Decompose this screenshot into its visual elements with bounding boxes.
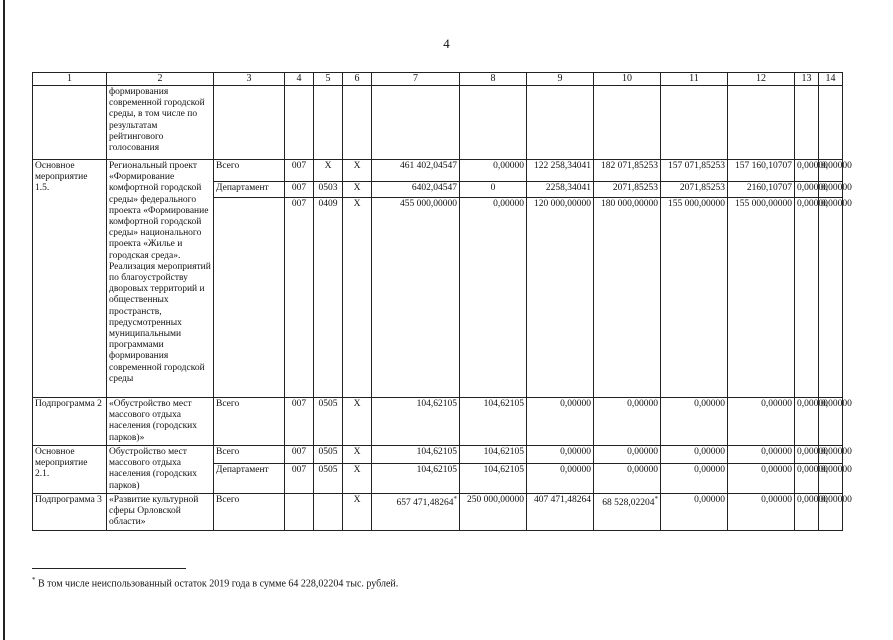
cell-value: 2160,10707 [728,182,795,198]
cell-value: 0,00000 [661,398,728,446]
cell-value: 182 071,85253 [594,160,661,182]
cell-value: 0,00000 [819,446,843,464]
cell-value: 104,62105 [460,398,527,446]
page-number: 4 [443,36,450,51]
footnote-mark: * [654,495,658,503]
cell-grbs: 007 [285,182,314,198]
cell-value: 104,62105 [372,398,460,446]
cell-value [795,86,819,160]
cell-value: 157 071,85253 [661,160,728,182]
cell-value [819,86,843,160]
footnote-text: В том числе неиспользованный остаток 2019 года в сумме 64 228,02204 тыс. рублей. [38,578,399,590]
cell-value: 0,00000 [819,464,843,494]
cell-rzpr [314,494,343,531]
cell-value: 0,00000 [795,182,819,198]
cell-value: 0,00000 [661,446,728,464]
cell-value [372,86,460,160]
cell-value: 122 258,34041 [527,160,594,182]
cell-value: 2071,85253 [594,182,661,198]
cell-value [661,86,728,160]
cell-value: 104,62105 [460,464,527,494]
cell-entity [33,86,107,160]
cell-description: Региональный проект «Формирование комфортной городской среды» федерального проекта «Формирование комфортной городской среды» национального проекта «Жилье и городская среда». Реализация мероприятий по благоустройству дворовых территорий и общественных пространств, предусмотренных муниципальными программами формирования современной городской среды [107,160,214,398]
col-header-1: 1 [33,73,107,86]
cell-executor [214,198,285,398]
cell-value: 0,00000 [795,464,819,494]
cell-executor: Всего [214,160,285,182]
cell-value: 0,00000 [661,494,728,531]
cell-value: 0,00000 [728,398,795,446]
cell-value: 6402,04547 [372,182,460,198]
cell-value: 0,00000 [795,494,819,531]
cell-value: 0,00000 [527,464,594,494]
cell-entity: Подпрограмма 2 [33,398,107,446]
cell-description: формирования современной городской среды, в том числе по результатам рейтингового голосования [107,86,214,160]
footnote-mark: * [453,495,457,503]
cell-value [728,86,795,160]
cell-csr: Х [343,494,372,531]
cell-executor: Всего [214,494,285,531]
cell-description: Обустройство мест массового отдыха населения (городских парков) [107,446,214,494]
cell-value [594,86,661,160]
cell-value: 155 000,00000 [728,198,795,398]
cell-entity: Основное мероприятие 2.1. [33,446,107,494]
col-header-12: 12 [728,73,795,86]
cell-value: 0,00000 [819,198,843,398]
col-header-2: 2 [107,73,214,86]
col-header-6: 6 [343,73,372,86]
cell-value: 0,00000 [594,464,661,494]
cell-value [460,86,527,160]
cell-rzpr: Х [314,160,343,182]
cell-value: 0,00000 [594,446,661,464]
cell-grbs [285,494,314,531]
cell-entity: Подпрограмма 3 [33,494,107,531]
cell-value: 0,00000 [819,160,843,182]
cell-value: 104,62105 [460,446,527,464]
cell-grbs [285,86,314,160]
cell-value: 155 000,00000 [661,198,728,398]
col-header-10: 10 [594,73,661,86]
col-header-13: 13 [795,73,819,86]
cell-grbs: 007 [285,198,314,398]
footnote-mark: * [32,576,36,584]
cell-value: 104,62105 [372,446,460,464]
cell-grbs: 007 [285,398,314,446]
cell-rzpr [314,86,343,160]
cell-value: 0,00000 [728,494,795,531]
cell-value: 0,00000 [661,464,728,494]
cell-value: 0,00000 [460,160,527,182]
cell-value: 2071,85253 [661,182,728,198]
cell-value: 0,00000 [795,398,819,446]
col-header-7: 7 [372,73,460,86]
cell-rzpr: 0505 [314,398,343,446]
table-row [33,446,843,464]
col-header-14: 14 [819,73,843,86]
cell-value: 0,00000 [795,198,819,398]
cell-value: 120 000,00000 [527,198,594,398]
cell-executor: Всего [214,446,285,464]
cell-value: 0,00000 [819,398,843,446]
cell-value: 180 000,00000 [594,198,661,398]
footnote-separator [32,568,186,569]
cell-csr: Х [343,464,372,494]
cell-executor: Департамент [214,464,285,494]
cell-value: 0,00000 [819,494,843,531]
cell-grbs: 007 [285,160,314,182]
cell-grbs: 007 [285,464,314,494]
cell-value: 0,00000 [527,446,594,464]
cell-csr [343,86,372,160]
cell-value: 0,00000 [527,398,594,446]
table-row [33,494,843,531]
cell-rzpr: 0503 [314,182,343,198]
binding-edge-line [3,0,5,640]
cell-value: 0 [460,182,527,198]
cell-value: 0,00000 [460,198,527,398]
footnote [32,576,398,589]
cell-description: «Развитие культурной сферы Орловской области» [107,494,214,531]
cell-value: 250 000,00000 [460,494,527,531]
cell-value: 104,62105 [372,464,460,494]
col-header-5: 5 [314,73,343,86]
cell-value [527,86,594,160]
cell-value-text: 68 528,02204 [602,498,655,509]
cell-value: 407 471,48264 [527,494,594,531]
budget-table [32,72,852,531]
cell-value: 0,00000 [795,446,819,464]
cell-entity: Основное мероприятие 1.5. [33,160,107,398]
cell-value: 461 402,04547 [372,160,460,182]
cell-csr: Х [343,182,372,198]
cell-value: 157 160,10707 [728,160,795,182]
cell-description: «Обустройство мест массового отдыха населения (городских парков)» [107,398,214,446]
col-header-4: 4 [285,73,314,86]
cell-rzpr: 0505 [314,446,343,464]
cell-csr: Х [343,446,372,464]
cell-value: 455 000,00000 [372,198,460,398]
cell-executor: Всего [214,398,285,446]
cell-csr: Х [343,160,372,182]
cell-value-with-note [372,494,460,531]
col-header-3: 3 [214,73,285,86]
cell-rzpr: 0505 [314,464,343,494]
cell-executor: Департамент [214,182,285,198]
table-row [33,160,843,182]
cell-value: 0,00000 [819,182,843,198]
cell-csr: Х [343,198,372,398]
col-header-11: 11 [661,73,728,86]
cell-value: 0,00000 [728,446,795,464]
cell-value-with-note [594,494,661,531]
cell-value-text: 657 471,48264 [396,498,454,509]
cell-value: 0,00000 [795,160,819,182]
cell-grbs: 007 [285,446,314,464]
column-number-row [33,73,843,86]
cell-csr: Х [343,398,372,446]
col-header-9: 9 [527,73,594,86]
cell-rzpr: 0409 [314,198,343,398]
table-row [33,86,843,160]
cell-value: 0,00000 [594,398,661,446]
cell-executor [214,86,285,160]
cell-value: 2258,34041 [527,182,594,198]
cell-value: 0,00000 [728,464,795,494]
col-header-8: 8 [460,73,527,86]
table-row [33,398,843,446]
